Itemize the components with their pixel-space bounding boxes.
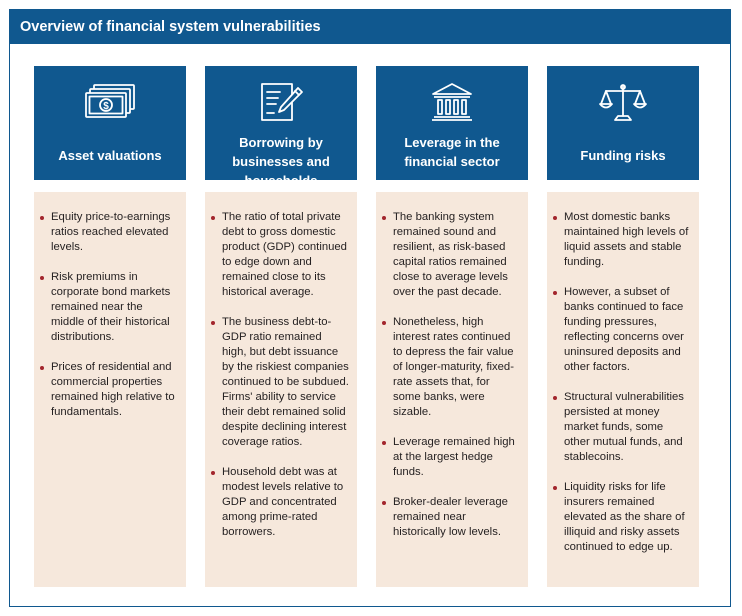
category-card — [34, 66, 186, 180]
list-item — [553, 390, 691, 465]
list-item-text: Liquidity risks for life insurers remained elevated as the share of illiquid and risky assets continued to edge up. — [564, 481, 685, 553]
list-item-text: Most domestic banks maintained high levels of liquid assets and stable funding. — [564, 211, 689, 268]
list-item-text: Leverage remained high at the largest hedge funds. — [393, 436, 515, 478]
bullet-icon — [40, 366, 44, 370]
bank-building-icon — [376, 82, 528, 124]
svg-text:$: $ — [103, 101, 109, 112]
category-details — [205, 192, 357, 587]
list-item-text: Household debt was at modest levels relative to GDP and concentrated among prime-rated borrowers. — [222, 466, 344, 538]
list-item — [211, 210, 349, 300]
overview-panel — [9, 9, 731, 607]
category-title: Leverage in the financial sector — [404, 135, 500, 169]
list-item — [40, 270, 178, 345]
list-item — [553, 285, 691, 375]
bullet-icon — [382, 501, 386, 505]
category-title: Borrowing by businesses and households — [232, 135, 330, 188]
list-item-text: Risk premiums in corporate bond markets remained near the middle of their historical distributions. — [51, 271, 171, 343]
list-item — [553, 480, 691, 555]
bullet-icon — [211, 321, 215, 325]
bullet-icon — [40, 216, 44, 220]
list-item-text: The ratio of total private debt to gross domestic product (GDP) continued to edge down and remained close to its historical average. — [222, 211, 347, 298]
bullet-icon — [211, 471, 215, 475]
category-card — [205, 66, 357, 188]
list-item-text: However, a subset of banks continued to face funding pressures, reflecting concerns over uninsured deposits and other factors. — [564, 286, 684, 373]
list-item-text: Structural vulnerabilities persisted at money market funds, some other mutual funds, and stablecoins. — [564, 391, 684, 463]
bullet-icon — [382, 216, 386, 220]
category-details — [34, 192, 186, 587]
list-item-text: Nonetheless, high interest rates continued to depress the fair value of longer-maturity, fixed-rate assets that, for some banks, were sizable. — [393, 316, 514, 418]
bullet-icon — [553, 486, 557, 490]
scales-icon — [547, 82, 699, 124]
list-item — [211, 315, 349, 450]
list-item — [382, 495, 520, 540]
list-item — [40, 210, 178, 255]
list-item — [211, 465, 349, 540]
list-item — [40, 360, 178, 420]
money-icon — [34, 82, 186, 124]
list-item — [382, 315, 520, 420]
category-title: Funding risks — [580, 148, 666, 163]
list-item — [382, 435, 520, 480]
list-item-text: Prices of residential and commercial properties remained high relative to fundamentals. — [51, 361, 175, 418]
bullet-icon — [40, 276, 44, 280]
list-item-text: Equity price-to-earnings ratios reached elevated levels. — [51, 211, 171, 253]
bullet-icon — [553, 216, 557, 220]
list-item — [553, 210, 691, 270]
category-card — [376, 66, 528, 180]
bullet-icon — [382, 321, 386, 325]
bullet-icon — [553, 396, 557, 400]
panel-title: Overview of financial system vulnerabilities — [10, 10, 730, 44]
category-details — [547, 192, 699, 587]
bullet-icon — [211, 216, 215, 220]
list-item-text: The business debt-to-GDP ratio remained high, but debt issuance by the riskiest companies continued to be subdued. Firms' ability to service their debt remained solid despite declining interest coverage ratios. — [222, 316, 349, 448]
bullet-icon — [382, 441, 386, 445]
list-item-text: Broker-dealer leverage remained near historically low levels. — [393, 496, 508, 538]
list-item-text: The banking system remained sound and resilient, as risk-based capital ratios remained close to average levels over the past decade. — [393, 211, 508, 298]
category-title: Asset valuations — [58, 148, 162, 163]
document-pen-icon — [205, 82, 357, 124]
list-item — [382, 210, 520, 300]
category-details — [376, 192, 528, 587]
bullet-icon — [553, 291, 557, 295]
category-card — [547, 66, 699, 180]
